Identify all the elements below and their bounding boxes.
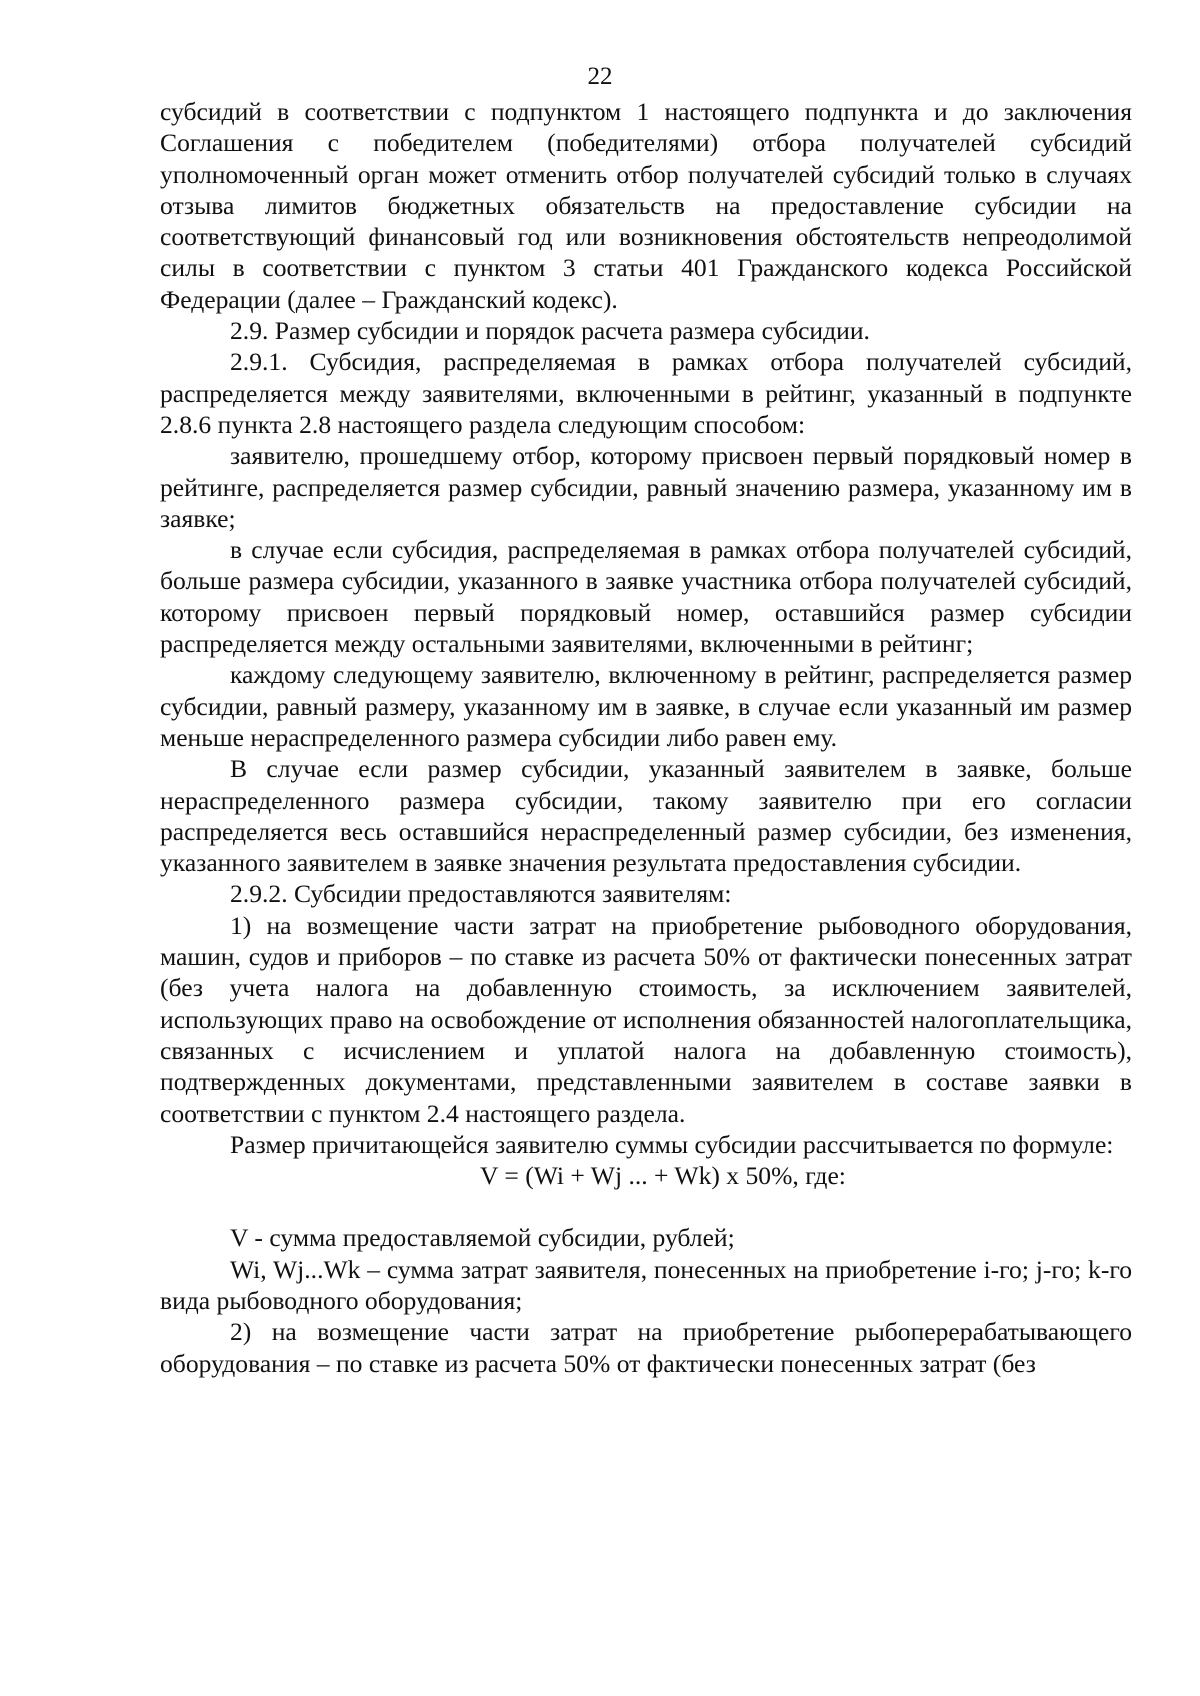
document-body xyxy=(160,96,1132,1379)
paragraph-first-applicant: заявителю, прошедшему отбор, которому присвоен первый порядковый номер в рейтинге, распределяется размер субсидии, равный значению размера, указанному им в заявке; xyxy=(160,441,1132,533)
paragraph-2-9-2: 2.9.2. Субсидии предоставляются заявителям: xyxy=(230,879,732,909)
paragraph-exceeding-amount: В случае если размер субсидии, указанный заявителем в заявке, больше нераспределенного размера субсидии, такому заявителю при его согласии распределяется весь оставшийся нераспределенный размер субсидии, без изменения, указанного заявителем в заявке значения результата предоставления субсидии. xyxy=(160,754,1132,878)
formula-variable-v: V - сумма предоставляемой субсидии, рублей; xyxy=(230,1223,735,1253)
paragraph-continuation: субсидий в соответствии с подпунктом 1 настоящего подпункта и до заключения Соглашения с победителем (победителями) отбора получателей субсидий уполномоченный орган может отменить отбор получателей субсидий только в случаях отзыва лимитов бюджетных обязательств на предоставление субсидии на соответствующий финансовый год или возникновения обстоятельств непреодолимой силы в соответствии с пунктом 3 статьи 401 Гражданского кодекса Российской Федерации (далее – Гражданский кодекс). xyxy=(160,97,1132,314)
list-item-2: 2) на возмещение части затрат на приобретение рыбоперерабатывающего оборудования – по ставке из расчета 50% от фактически понесенных затрат (без xyxy=(160,1317,1132,1378)
section-heading-2-9: 2.9. Размер субсидии и порядок расчета размера субсидии. xyxy=(230,316,870,346)
paragraph-each-next-applicant: каждому следующему заявителю, включенному в рейтинг, распределяется размер субсидии, равный размеру, указанному им в заявке, в случае если указанный им размер меньше нераспределенного размера субсидии либо равен ему. xyxy=(160,660,1132,752)
list-item-1: 1) на возмещение части затрат на приобретение рыбоводного оборудования, машин, судов и приборов – по ставке из расчета 50% от фактически понесенных затрат (без учета налога на добавленную стоимость, за исключением заявителей, использующих право на освобождение от исполнения обязанностей налогоплательщика, связанных с исчислением и уплатой налога на добавленную стоимость), подтвержденных документами, представленными заявителем в составе заявки в соответствии с пунктом 2.4 настоящего раздела. xyxy=(160,910,1132,1128)
paragraph-2-9-1: 2.9.1. Субсидия, распределяемая в рамках отбора получателей субсидий, распределяется между заявителями, включенными в рейтинг, указанный в подпункте 2.8.6 пункта 2.8 настоящего раздела следующим способом: xyxy=(160,347,1132,439)
subsidy-formula: V = (Wi + Wj ... + Wk) x 50%, где: xyxy=(480,1161,846,1191)
paragraph-formula-intro: Размер причитающейся заявителю суммы субсидии рассчитывается по формуле: xyxy=(230,1129,1114,1159)
formula-variable-w: Wi, Wj...Wk – сумма затрат заявителя, понесенных на приобретение i-го; j-го; k-го вида рыбоводного оборудования; xyxy=(160,1254,1132,1315)
paragraph-remaining-subsidy: в случае если субсидия, распределяемая в рамках отбора получателей субсидий, больше размера субсидии, указанного в заявке участника отбора получателей субсидий, которому присвоен первый порядковый номер, оставшийся размер субсидии распределяется между остальными заявителями, включенными в рейтинг; xyxy=(160,535,1132,659)
page-number: 22 xyxy=(587,63,613,90)
